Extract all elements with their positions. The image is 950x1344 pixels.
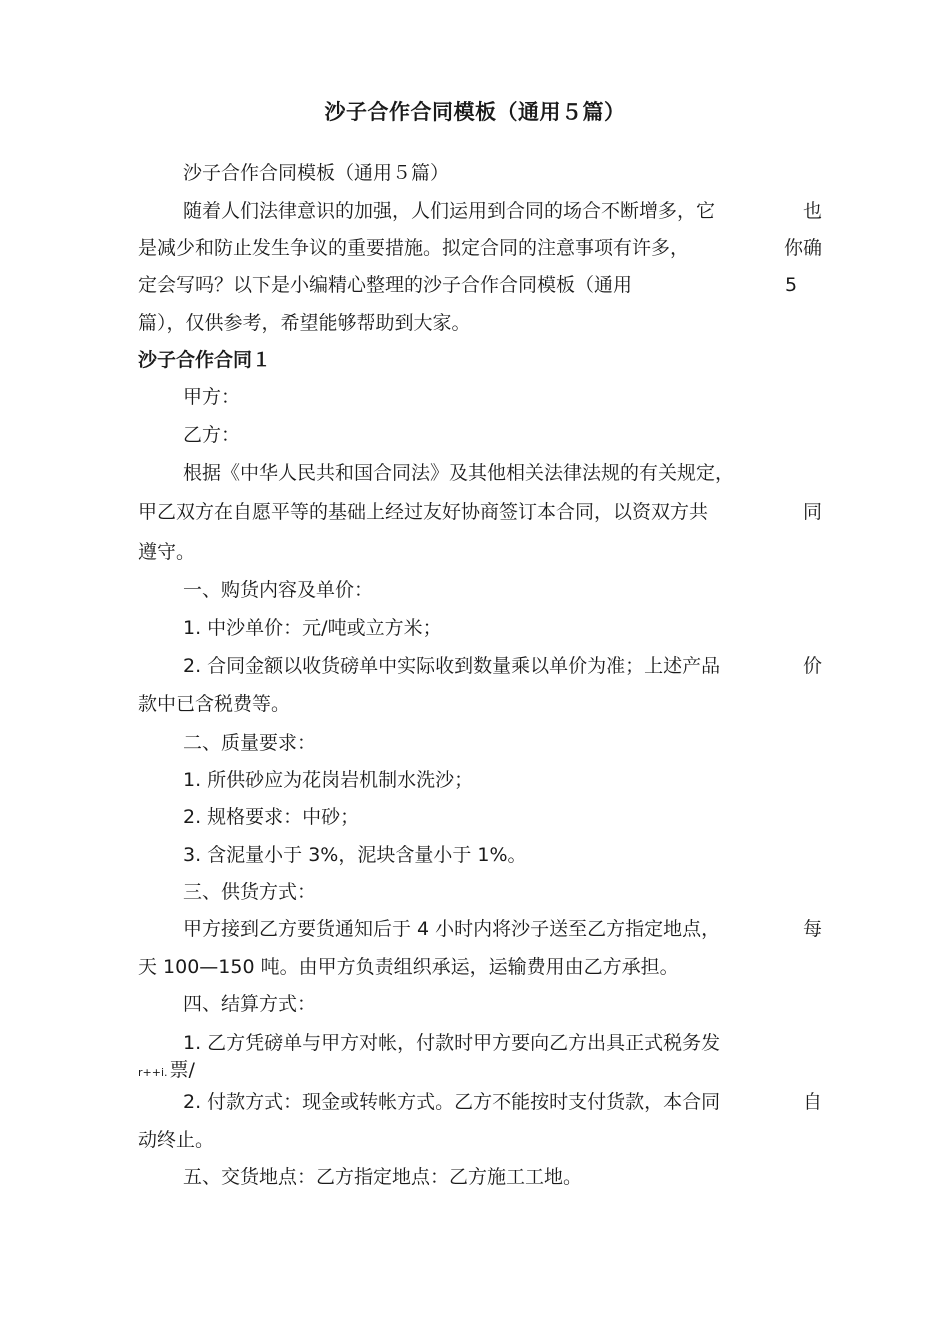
clause-4-item-2-end: 自 (802, 1091, 822, 1113)
clause-3-para-text: 甲方接到乙方要货通知后于 4 小时内将沙子送至乙方指定地点， (183, 918, 721, 940)
intro-line-3-text: 定会写吗？以下是小编精心整理的沙子合作合同模板（通用 (138, 274, 633, 296)
basis-line-2-end: 同 (802, 501, 822, 523)
document-subtitle: 沙子合作合同模板（通用５篇） (183, 162, 450, 184)
party-b-label: 乙方： (183, 424, 241, 446)
clause-4-item-1: 1. 乙方凭磅单与甲方对帐，付款时甲方要向乙方出具正式税务发 (183, 1032, 721, 1054)
party-a-label: 甲方： (183, 386, 241, 408)
clause-2-item-2: 2. 规格要求：中砂； (183, 806, 360, 828)
clause-1-item-2-end: 价 (802, 655, 822, 677)
clause-2-heading: 二、质量要求： (183, 732, 317, 754)
clause-4-item-2-cont: 动终止。 (138, 1129, 215, 1151)
clause-3-heading: 三、供货方式： (183, 881, 317, 903)
clause-1-heading: 一、购货内容及单价： (183, 579, 374, 601)
intro-line-4: 篇），仅供参考，希望能够帮助到大家。 (138, 312, 471, 334)
clause-4-item-1-cont (138, 1058, 822, 1085)
intro-line-2 (138, 236, 822, 260)
clause-3-para-end: 每 (802, 918, 822, 940)
clause-1-item-2-cont: 款中已含税费等。 (138, 693, 291, 715)
clause-3-para-line-1 (183, 917, 822, 941)
basis-line-1: 根据《中华人民共和国合同法》及其他相关法律法规的有关规定， (183, 462, 735, 484)
clause-1-item-2-text: 2. 合同金额以收货磅单中实际收到数量乘以单价为准；上述产品 (183, 655, 721, 677)
clause-4-item-2-text: 2. 付款方式：现金或转帐方式。乙方不能按时支付货款，本合同 (183, 1091, 721, 1113)
intro-line-1-end: 也 (802, 200, 822, 222)
clause-1-item-1: 1. 中沙单价：元/吨或立方米； (183, 617, 442, 639)
intro-line-1 (183, 199, 822, 223)
clause-5-heading: 五、交货地点：乙方指定地点：乙方施工工地。 (183, 1166, 583, 1188)
clause-1-item-2 (183, 654, 822, 678)
clause-4-heading: 四、结算方式： (183, 993, 317, 1015)
intro-line-1-text: 随着人们法律意识的加强，人们运用到合同的场合不断增多，它 (183, 200, 716, 222)
clause-3-para-line-2: 天 100—150 吨。由甲方负责组织承运，运输费用由乙方承担。 (138, 956, 679, 978)
intro-line-3-end: 5 (785, 274, 798, 296)
intro-line-2-text: 是减少和防止发生争议的重要措施。拟定合同的注意事项有许多， (138, 237, 690, 259)
clause-4-item-1-artifact: r++i. (138, 1066, 168, 1079)
clause-4-item-2 (183, 1090, 822, 1114)
intro-line-2-end: 你确 (783, 237, 822, 259)
section-heading-1: 沙子合作合同１ (138, 349, 272, 371)
basis-line-2 (138, 500, 822, 524)
clause-2-item-3: 3. 含泥量小于 3%，泥块含量小于 1%。 (183, 844, 527, 866)
clause-2-item-1: 1. 所供砂应为花岗岩机制水洗沙； (183, 769, 474, 791)
basis-line-3: 遵守。 (138, 541, 196, 563)
document-title: 沙子合作合同模板（通用５篇） (324, 100, 626, 124)
clause-4-item-1-cont-text: 票/ (169, 1059, 195, 1081)
basis-line-2-text: 甲乙双方在自愿平等的基础上经过友好协商签订本合同，以资双方共 (138, 501, 709, 523)
intro-line-3 (138, 273, 822, 297)
